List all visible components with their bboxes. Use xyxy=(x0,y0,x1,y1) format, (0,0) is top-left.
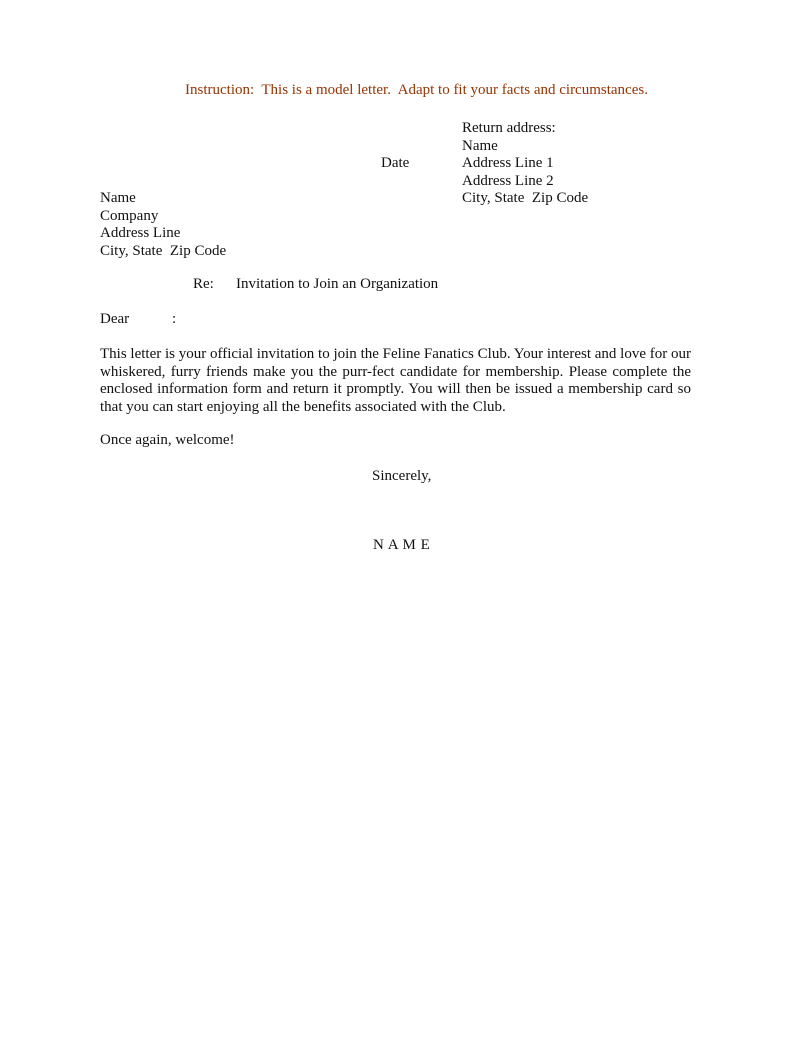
return-address-city: City, State Zip Code xyxy=(462,190,589,206)
re-label: Re: xyxy=(193,276,214,292)
signoff: Sincerely, xyxy=(372,468,432,484)
date-placeholder: Date xyxy=(381,155,410,171)
salutation-dear: Dear xyxy=(100,311,130,327)
salutation-row xyxy=(100,311,300,329)
return-address-block xyxy=(462,120,588,208)
return-address-line2: Address Line 2 xyxy=(462,172,554,189)
recipient-address-block xyxy=(100,190,226,260)
instruction-line: Instruction: This is a model letter. Adapt to fit your facts and circumstances. xyxy=(185,82,648,98)
body-paragraph: This letter is your official invitation to join the Feline Fanatics Club. Your interest and love for our whiskered, furry friends make you the purr-fect candidate for membership. Please complete the enclosed information form and return it promptly. You will then be issued a membership card so that you can start enjoying all the benefits associated with the Club. xyxy=(100,346,691,415)
recipient-city: City, State Zip Code xyxy=(100,242,227,259)
return-address-name: Name xyxy=(462,137,498,154)
signature-name: N A M E xyxy=(373,537,431,553)
return-address-label: Return address: xyxy=(462,120,556,136)
subject-text: Invitation to Join an Organization xyxy=(236,276,439,292)
subject-row xyxy=(0,276,790,294)
closing-line: Once again, welcome! xyxy=(100,432,235,448)
recipient-company: Company xyxy=(100,207,159,224)
salutation-colon: : xyxy=(172,311,177,327)
recipient-address-line: Address Line xyxy=(100,225,181,241)
recipient-name: Name xyxy=(100,190,136,206)
return-address-line1: Address Line 1 xyxy=(462,155,554,171)
